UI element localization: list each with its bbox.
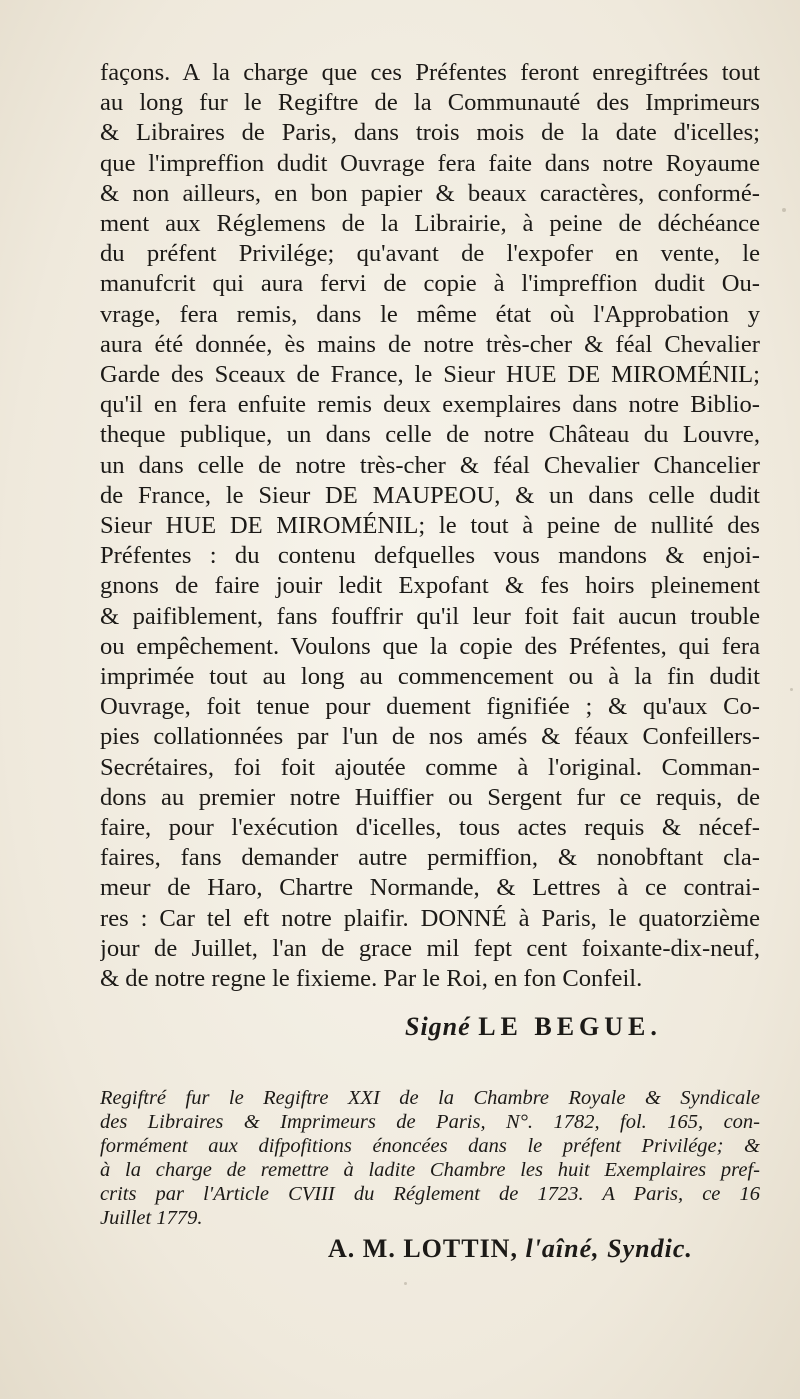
text-line: theque publique, un dans celle de notre Château du Louvre, bbox=[100, 421, 760, 449]
registry-line: Regiftré fur le Regiftre XXI de la Chambre Royale & Syndicale bbox=[100, 1087, 760, 1110]
text-line: de France, le Sieur DE MAUPEOU, & un dans celle dudit bbox=[100, 481, 760, 509]
text-line: au long fur le Regiftre de la Communauté des Imprimeurs bbox=[100, 89, 760, 117]
text-line: Secrétaires, foi foit ajoutée comme à l'original. Comman- bbox=[100, 753, 760, 781]
syndic-signature bbox=[100, 1234, 760, 1264]
text-line: jour de Juillet, l'an de grace mil fept cent foixante-dix-neuf, bbox=[100, 934, 760, 962]
text-line: faires, fans demander autre permiffion, & nonobftant cla- bbox=[100, 844, 760, 872]
text-line: & Libraires de Paris, dans trois mois de la date d'icelles; bbox=[100, 119, 760, 147]
syndic-title: l'aîné, Syndic. bbox=[525, 1234, 693, 1264]
text-line: qu'il en fera enfuite remis deux exemplaires dans notre Biblio- bbox=[100, 391, 760, 419]
text-line: & non ailleurs, en bon papier & beaux caractères, conformé- bbox=[100, 179, 760, 207]
text-line: ment aux Réglemens de la Librairie, à peine de déchéance bbox=[100, 210, 760, 238]
text-line: ou empêchement. Voulons que la copie des Préfentes, qui fera bbox=[100, 632, 760, 660]
text-line: & de notre regne le fixieme. Par le Roi, en fon Confeil. bbox=[100, 965, 643, 993]
text-line: du préfent Privilége; qu'avant de l'expofer en vente, le bbox=[100, 240, 760, 268]
text-line: vrage, fera remis, dans le même état où l'Approbation y bbox=[100, 300, 760, 328]
registry-line: Juillet 1779. bbox=[100, 1207, 203, 1230]
signature-name: LE BEGUE. bbox=[478, 1012, 662, 1042]
text-line: dons au premier notre Huiffier ou Sergent fur ce requis, de bbox=[100, 783, 760, 811]
text-line: gnons de faire jouir ledit Expofant & fes hoirs pleinement bbox=[100, 572, 760, 600]
paper-speck bbox=[404, 1282, 407, 1285]
text-line: Sieur HUE DE MIROMÉNIL; le tout à peine de nullité des bbox=[100, 512, 760, 540]
privilege-text bbox=[100, 58, 760, 994]
text-line: manufcrit qui aura fervi de copie à l'impreffion dudit Ou- bbox=[100, 270, 760, 298]
registry-line: à la charge de remettre à ladite Chambre les huit Exemplaires pref- bbox=[100, 1159, 760, 1182]
signature-line bbox=[100, 1012, 760, 1042]
text-line: faire, pour l'exécution d'icelles, tous actes requis & nécef- bbox=[100, 814, 760, 842]
text-line: pies collationnées par l'un de nos amés & féaux Confeillers- bbox=[100, 723, 760, 751]
text-line: Préfentes : du contenu defquelles vous mandons & enjoi- bbox=[100, 542, 760, 570]
registry-line: crits par l'Article CVIII du Réglement de 1723. A Paris, ce 16 bbox=[100, 1183, 760, 1206]
text-line: res : Car tel eft notre plaifir. DONNÉ à Paris, le quatorzième bbox=[100, 904, 760, 932]
text-line: que l'impreffion dudit Ouvrage fera faite dans notre Royaume bbox=[100, 149, 760, 177]
text-line: imprimée tout au long au commencement ou à la fin dudit bbox=[100, 663, 760, 691]
signature-label: Signé bbox=[405, 1012, 471, 1042]
text-line: aura été donnée, ès mains de notre très-cher & féal Chevalier bbox=[100, 330, 760, 358]
paper-speck bbox=[782, 208, 786, 212]
registry-line: des Libraires & Imprimeurs de Paris, N°. 1782, fol. 165, con- bbox=[100, 1111, 760, 1134]
text-line: Ouvrage, foit tenue pour duement fignifiée ; & qu'aux Co- bbox=[100, 693, 760, 721]
text-line: meur de Haro, Chartre Normande, & Lettres à ce contrai- bbox=[100, 874, 760, 902]
syndic-name: A. M. LOTTIN, bbox=[328, 1234, 518, 1264]
text-line: Garde des Sceaux de France, le Sieur HUE DE MIROMÉNIL; bbox=[100, 361, 760, 389]
text-line: & paifiblement, fans fouffrir qu'il leur foit fait aucun trouble bbox=[100, 602, 760, 630]
text-line: façons. A la charge que ces Préfentes feront enregiftrées tout bbox=[100, 59, 760, 86]
text-line: un dans celle de notre très-cher & féal Chevalier Chancelier bbox=[100, 451, 760, 479]
paper-speck bbox=[790, 688, 793, 691]
registry-note bbox=[100, 1086, 760, 1230]
registry-line: formément aux difpofitions énoncées dans le préfent Privilége; & bbox=[100, 1135, 760, 1158]
